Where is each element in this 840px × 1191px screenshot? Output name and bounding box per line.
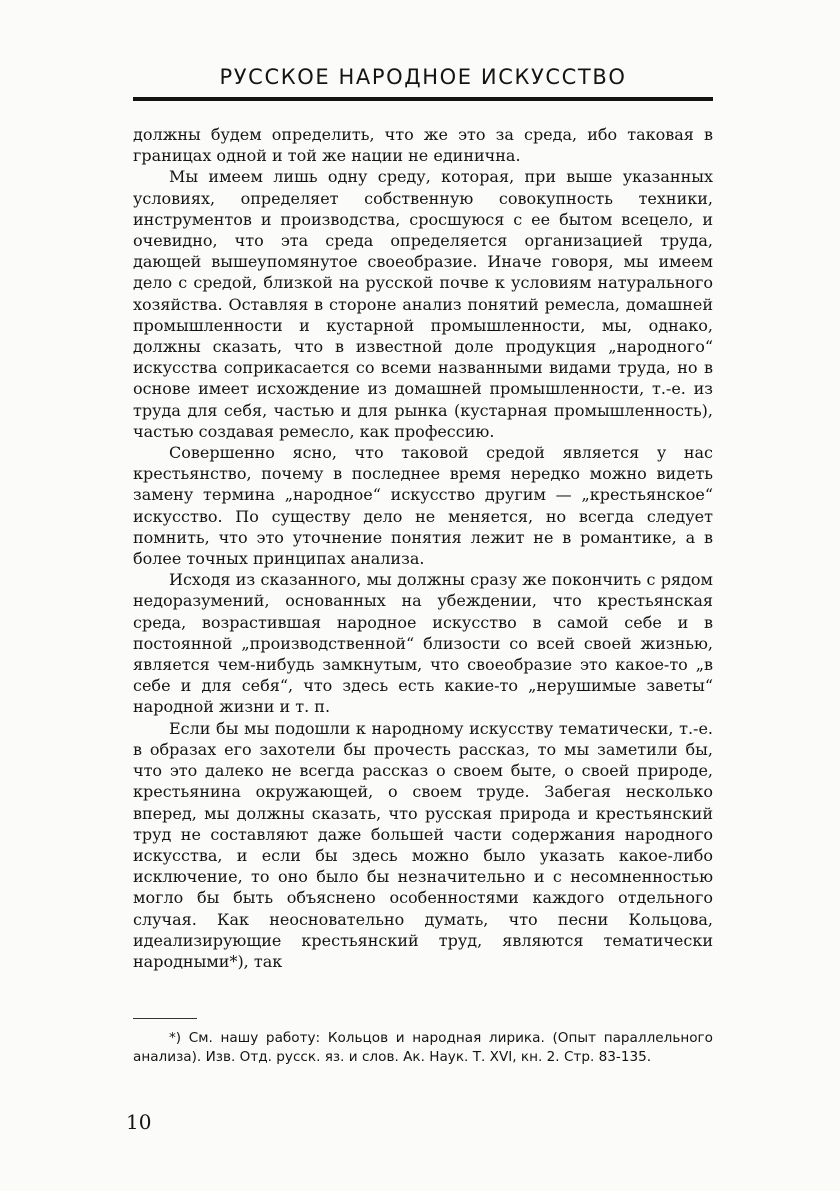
page-number: 10	[126, 1110, 152, 1134]
paragraph: должны будем определить, что же это за среда, ибо таковая в границах одной и той же нации не единична.	[133, 125, 713, 166]
footnote-rule	[133, 1018, 197, 1019]
header-rule	[133, 97, 713, 101]
paragraph: Мы имеем лишь одну среду, которая, при выше указанных условиях, определяет собственную совокупность техники, инструментов и производства, сросшуюся с ее бытом всецело, и очевидно, что эта среда определяется организацией труда, дающей вышеупомянутое своеобразие. Иначе говоря, мы имеем дело с средой, близкой на русской почве к условиям натурального хозяйства. Оставляя в стороне анализ понятий ремесла, домашней промышленности и кустарной промышленности, мы, однако, должны сказать, что в известной доле продукция „народного“ искусства соприкасается со всеми названными видами труда, но в основе имеет исхождение из домашней промышленности, т.-е. из труда для себя, частью и для рынка (кустарная промышленность), частью создавая ремесло, как профессию.	[133, 167, 713, 441]
paragraph: Исходя из сказанного, мы должны сразу же покончить с рядом недоразумений, основанных на убеждении, что крестьянская среда, возрастившая народное искусство в самой себе и в постоянной „производственной“ близости со всей своей жизнью, является чем-нибудь замкнутым, что своеобразие это какое-то „в себе и для себя“, что здесь есть какие-то „нерушимые заветы“ народной жизни и т. п.	[133, 570, 713, 717]
paragraph: Если бы мы подошли к народному искусству тематически, т.-е. в образах его захотели бы прочесть рассказ, то мы заметили бы, что это далеко не всегда рассказ о своем быте, о своей природе, крестьянина окружающей, о своем труде. Забегая несколько вперед, мы должны сказать, что русская природа и крестьянский труд не составляют даже большей части содержания народного искусства, и если бы здесь можно было указать какое-либо исключение, то оно было бы незначительно и с несомненностью могло бы быть объяснено особенностями каждого отдельного случая. Как неосновательно думать, что песни Кольцова, идеализирующие крестьянский труд, являются тематически народными*), так	[133, 718, 713, 971]
footnote: *) См. нашу работу: Кольцов и народная лирика. (Опыт параллельного анализа). Изв. Отд. русск. яз. и слов. Ак. Наук. Т. XVI, кн. 2. Стр. 83-135.	[133, 1030, 713, 1065]
running-title: РУССКОЕ НАРОДНОЕ ИСКУССТВО	[219, 65, 627, 89]
paragraph: Совершенно ясно, что таковой средой является у нас крестьянство, почему в последнее время нередко можно видеть замену термина „народное“ искусство другим — „крестьянское“ искусство. По существу дело не меняется, но всегда следует помнить, что это уточнение понятия лежит не в романтике, а в более точных принципах анализа.	[133, 443, 713, 569]
main-text	[133, 124, 713, 972]
